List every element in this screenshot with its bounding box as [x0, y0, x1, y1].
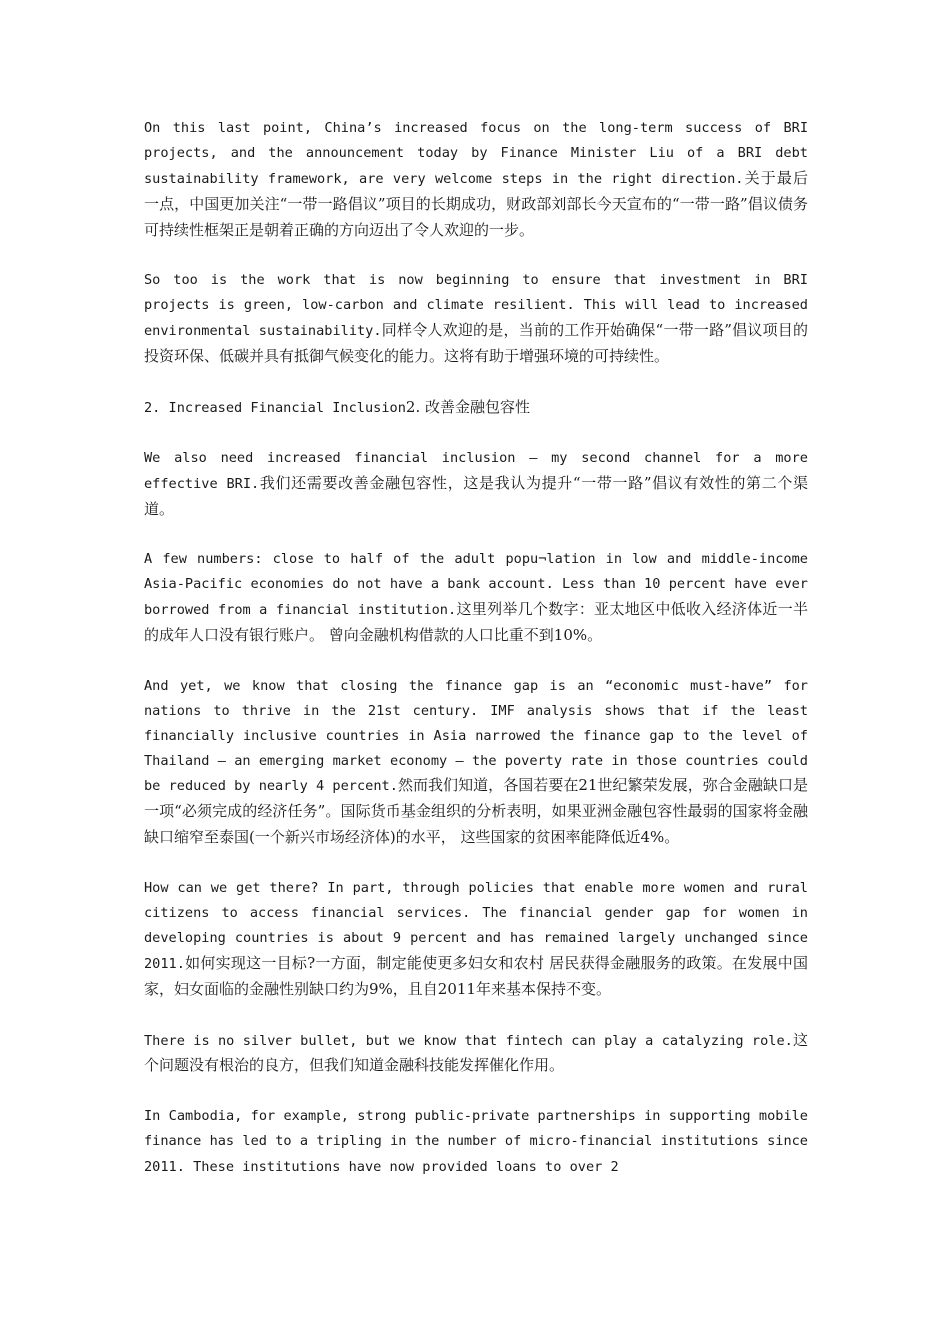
paragraph-cambodia-example: [144, 1104, 808, 1180]
paragraph-chinese-text: 然而我们知道，各国若要在21世纪繁荣发展，弥合金融缺口是一项“必须完成的经济任务”。国际货币基金组织的分析表明，如果亚洲金融包容性最弱的国家将金融缺口缩窄至泰国(一个新兴市场经济体)的水平， 这些国家的贫困率能降低近4%。: [144, 776, 808, 847]
heading-english-text: 2. Increased Financial Inclusion: [144, 399, 406, 416]
paragraph-green-investment: [144, 268, 808, 370]
paragraph-fintech-role: [144, 1028, 808, 1080]
paragraph-english-text: In Cambodia, for example, strong public-private partnerships in supporting mobile finance has led to a tripling in the number of micro-financial institutions since 2011. These institutions have now provided loans to over 2: [144, 1108, 808, 1176]
paragraph-chinese-text: 我们还需要改善金融包容性，这是我认为提升“一带一路”倡议有效性的第二个渠道。: [144, 473, 809, 518]
paragraph-english-text: We also need increased financial inclusion — my second channel for a more effective BRI.: [144, 449, 808, 492]
paragraph-english-text: A few numbers: close to half of the adult popu¬lation in low and middle-income Asia-Pacific economies do not have a bank account. Less than 10 percent have ever borrowed from a financial institution.: [144, 551, 808, 619]
paragraph-chinese-text: 这个问题没有根治的良方，但我们知道金融科技能发挥催化作用。: [144, 1030, 808, 1075]
paragraph-finance-gap-poverty: [144, 674, 808, 851]
paragraph-bank-account-numbers: [144, 547, 808, 649]
paragraph-bri-debt-framework: [144, 116, 808, 244]
section-heading-financial-inclusion: [144, 395, 808, 421]
paragraph-english-text: On this last point, China’s increased focus on the long-term success of BRI projects, and the announcement today by Finance Minister Liu of a BRI debt sustainability framework, are very welcome steps in the right direction.: [144, 120, 808, 187]
document-body: [144, 116, 808, 1205]
paragraph-chinese-text: 这里列举几个数字：亚太地区中低收入经济体近一半的成年人口没有银行账户。 曾向金融机构借款的人口比重不到10%。: [144, 600, 808, 645]
paragraph-second-channel: [144, 446, 808, 523]
paragraph-chinese-text: 关于最后一点，中国更加关注“一带一路倡议”项目的长期成功，财政部刘部长今天宣布的“一带一路”倡议债务可持续性框架正是朝着正确的方向迈出了令人欢迎的一步。: [144, 168, 808, 239]
paragraph-english-text: There is no silver bullet, but we know that fintech can play a catalyzing role.: [144, 1032, 793, 1049]
paragraph-english-text: And yet, we know that closing the finance gap is an “economic must-have” for nations to thrive in the 21st century. IMF analysis shows that if the least financially inclusive countries in Asia narrowed the finance gap to the level of Thailand — an emerging market economy — the poverty rate in those countries could be reduced by nearly 4 percent.: [144, 677, 808, 795]
paragraph-chinese-text: 同样令人欢迎的是，当前的工作开始确保“一带一路”倡议项目的投资环保、低碳并具有抵御气候变化的能力。这将有助于增强环境的可持续性。: [144, 321, 809, 366]
paragraph-chinese-text: 如何实现这一目标?一方面，制定能使更多妇女和农村 居民获得金融服务的政策。在发展中国家，妇女面临的金融性别缺口约为9%，且自2011年来基本保持不变。: [144, 953, 808, 998]
heading-chinese-text: 2. 改善金融包容性: [405, 397, 530, 416]
paragraph-english-text: So too is the work that is now beginning to ensure that investment in BRI projects is green, low-carbon and climate resilient. This will lead to increased environmental sustainability.: [144, 272, 808, 340]
paragraph-gender-gap: [144, 876, 808, 1003]
paragraph-english-text: How can we get there? In part, through policies that enable more women and rural citizens to access financial services. The financial gender gap for women in developing countries is about 9 percent and has remained largely unchanged since 2011.: [144, 880, 808, 972]
